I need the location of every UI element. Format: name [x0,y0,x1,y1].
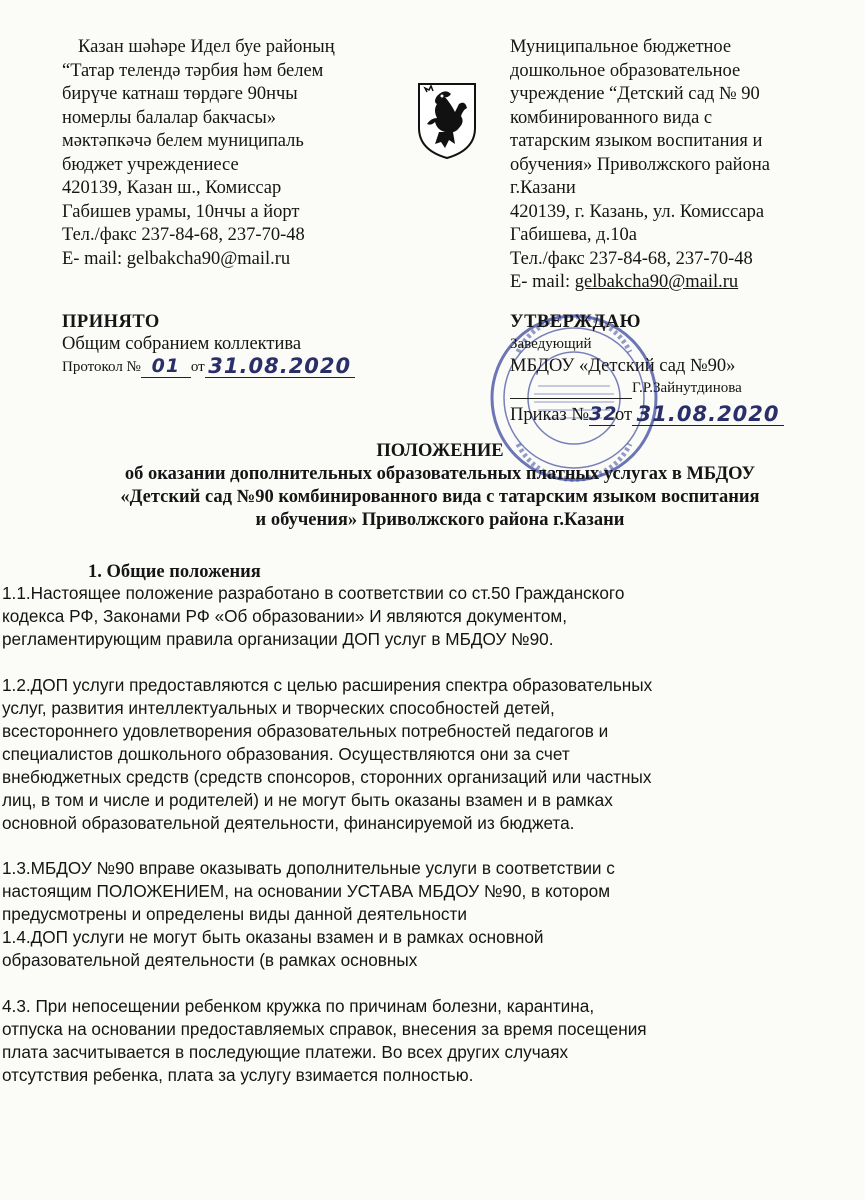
left-header-line: Тел./факс 237-84-68, 237-70-48 [62,225,305,245]
right-header-line: Муниципальное бюджетное [510,37,732,57]
body-line: 1.3.МБДОУ №90 вправе оказывать дополнительные услуги в соответствии с [2,858,615,878]
title-line: ПОЛОЖЕНИЕ [376,441,504,461]
right-header-line: комбинированного вида с [510,107,713,128]
accepted-assembly-line: Общим собранием коллектива [62,334,302,354]
paragraph [2,995,862,1087]
left-header-line: Габишев урамы, 10нчы а йорт [62,201,300,222]
body-line: 1.2.ДОП услуги предоставляются с целью расширения спектра образовательных [2,674,653,695]
document-body [2,582,862,1087]
right-header-email-line [510,271,830,295]
body-line: 4.3. При непосещении ребенком кружка по причинам болезни, карантина, [2,995,595,1016]
accepted-block [62,311,422,378]
paragraph [2,857,862,972]
body-line: кодекса РФ, Законами РФ «Об образовании» И являются документом, [2,606,567,626]
paragraph-gap [2,835,862,858]
approved-organization: МБДОУ «Детский сад №90» [510,356,736,376]
right-header-line: г.Казани [510,178,576,198]
order-date-prefix: от [615,405,633,425]
order-label: Приказ № [510,405,590,425]
body-line: услуг, развития интеллектуальных и творческих способностей детей, [2,697,555,718]
right-header-line: учреждение “Детский сад № 90 [510,84,760,104]
body-line: 1.1.Настоящее положение разработано в соответствии со ст.50 Гражданского [2,583,625,603]
body-line: основной образовательной деятельности, финансируемой из бюджета. [2,812,575,833]
body-line: всестороннего удовлетворения образовательных потребностей педагогов и [2,720,609,741]
left-header-tatar [62,36,402,271]
right-header-line: 420139, г. Казань, ул. Комиссара [510,201,765,222]
approved-block [510,311,830,426]
section-heading: 1. Общие положения [88,562,261,582]
document-title [40,440,840,532]
left-header-email-line: E- mail: gelbakcha90@mail.ru [62,248,291,269]
protocol-number: 01 [141,355,191,378]
order-line [510,403,830,426]
title-line: и обучения» Приволжского района г.Казани [255,510,625,530]
left-header-line: “Татар телендә тәрбия һәм белем [62,60,324,81]
paragraph-gap [2,651,862,674]
paragraph [2,582,862,651]
accepted-heading: ПРИНЯТО [62,312,160,332]
protocol-date: 31.08.2020 [205,355,355,378]
head-name: Г.Р.Зайнутдинова [632,380,742,396]
kazan-dragon-emblem-icon [415,82,479,160]
body-line: 1.4.ДОП услуги не могут быть оказаны взамен и в рамках основной [2,927,544,947]
body-line: плата засчитывается в последующие платежи. Во всех других случаях [2,1041,569,1062]
body-line: лиц, в том и числе и родителей) и не могут быть оказаны взамен и в рамках [2,789,613,810]
right-header-line: дошкольное образовательное [510,60,741,81]
body-line: предусмотрены и определены виды данной деятельности [2,904,467,924]
left-header-line: 420139, Казан ш., Комиссар [62,178,282,198]
body-line: специалистов дошкольного образования. Осуществляются они за счет [2,743,570,764]
body-line: образовательной деятельности (в рамках основных [2,950,418,970]
body-line: настоящим ПОЛОЖЕНИЕМ, на основании УСТАВА МБДОУ №90, в котором [2,881,611,901]
left-header-line: бюджет учреждениесе [62,154,239,175]
left-header-line: Казан шәһәре Идел буе районың [78,37,335,57]
body-line: отсутствия ребенка, плата за услугу взимается полностью. [2,1064,474,1085]
body-line: внебюджетных средств (средств спонсоров, сторонних организаций или частных [2,766,652,787]
approved-heading: УТВЕРЖДАЮ [510,312,641,332]
left-header-line: мәктәпкәчә белем муниципаль [62,131,304,151]
paragraph [2,674,862,835]
right-header-line: татарским языком воспитания и [510,131,763,151]
body-line: регламентирующим правила организации ДОП услуг в МБДОУ №90. [2,629,554,649]
email-link[interactable]: gelbakcha90@mail.ru [574,272,739,292]
order-date: 31.08.2020 [632,403,784,426]
protocol-label: Протокол № [62,359,141,375]
email-prefix: E- mail: [510,272,575,292]
right-header-line: Тел./факс 237-84-68, 237-70-48 [510,248,753,269]
order-number: 32 [589,403,618,425]
approved-position: Заведующий [510,336,592,352]
right-header-line: обучения» Приволжского района [510,154,770,175]
paragraph-gap [2,972,862,995]
signature-line [510,377,830,399]
right-header-russian [510,36,830,295]
title-line: «Детский сад №90 комбинированного вида с татарским языком воспитания [120,487,760,507]
left-header-line: номерлы балалар бакчасы» [62,107,277,128]
protocol-line [62,355,422,378]
signature-blank [510,398,632,399]
protocol-date-prefix: от [190,359,205,375]
body-line: отпуска на основании предоставляемых справок, внесения за время посещения [2,1018,647,1039]
title-line: об оказании дополнительных образовательных платных услугах в МБДОУ [124,464,756,484]
left-header-line: бирүче катнаш төрдәге 90нчы [62,84,298,104]
right-header-line: Габишева, д.10а [510,225,637,245]
